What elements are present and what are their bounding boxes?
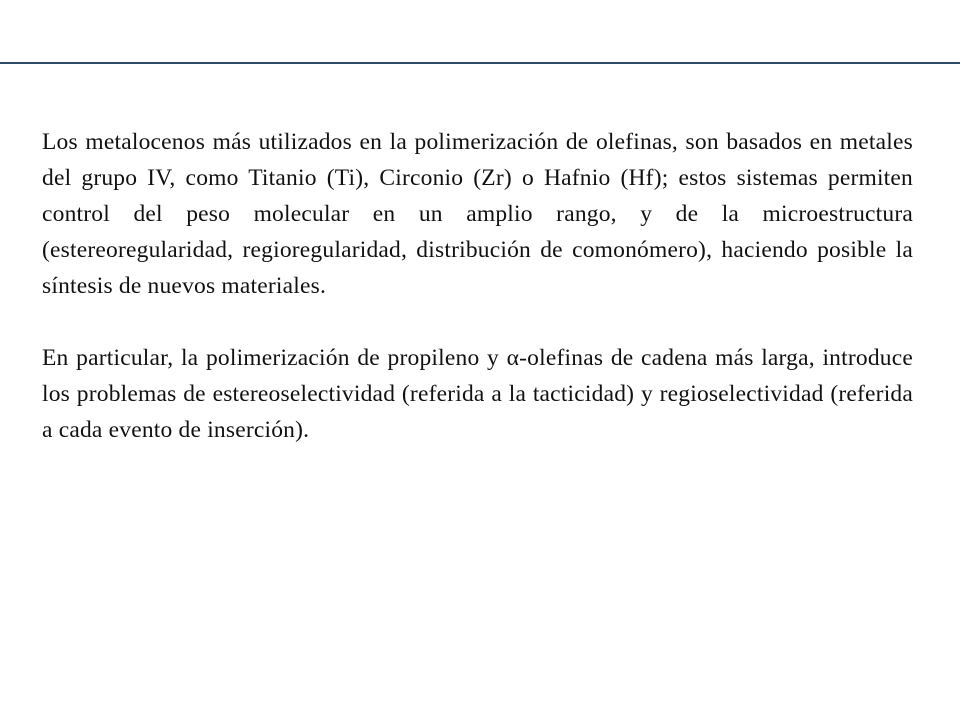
paragraph-metalocenos: Los metalocenos más utilizados en la polimerización de olefinas, son basados en metales del grupo IV, como Titanio (Ti), Circonio (Zr) o Hafnio (Hf); estos sistemas permiten control del peso molecular en un amplio rango, y de la microestructura (estereoregularidad, regioregularidad, distribución de comonómero), haciendo posible la síntesis de nuevos materiales. xyxy=(42,129,913,299)
paragraph-propileno: En particular, la polimerización de propileno y α-olefinas de cadena más larga, introduce los problemas de estereoselectividad (referida a la tacticidad) y regioselectividad (referida a cada evento de inserción). xyxy=(42,345,913,443)
header-divider xyxy=(0,62,960,64)
slide-body xyxy=(42,124,913,448)
